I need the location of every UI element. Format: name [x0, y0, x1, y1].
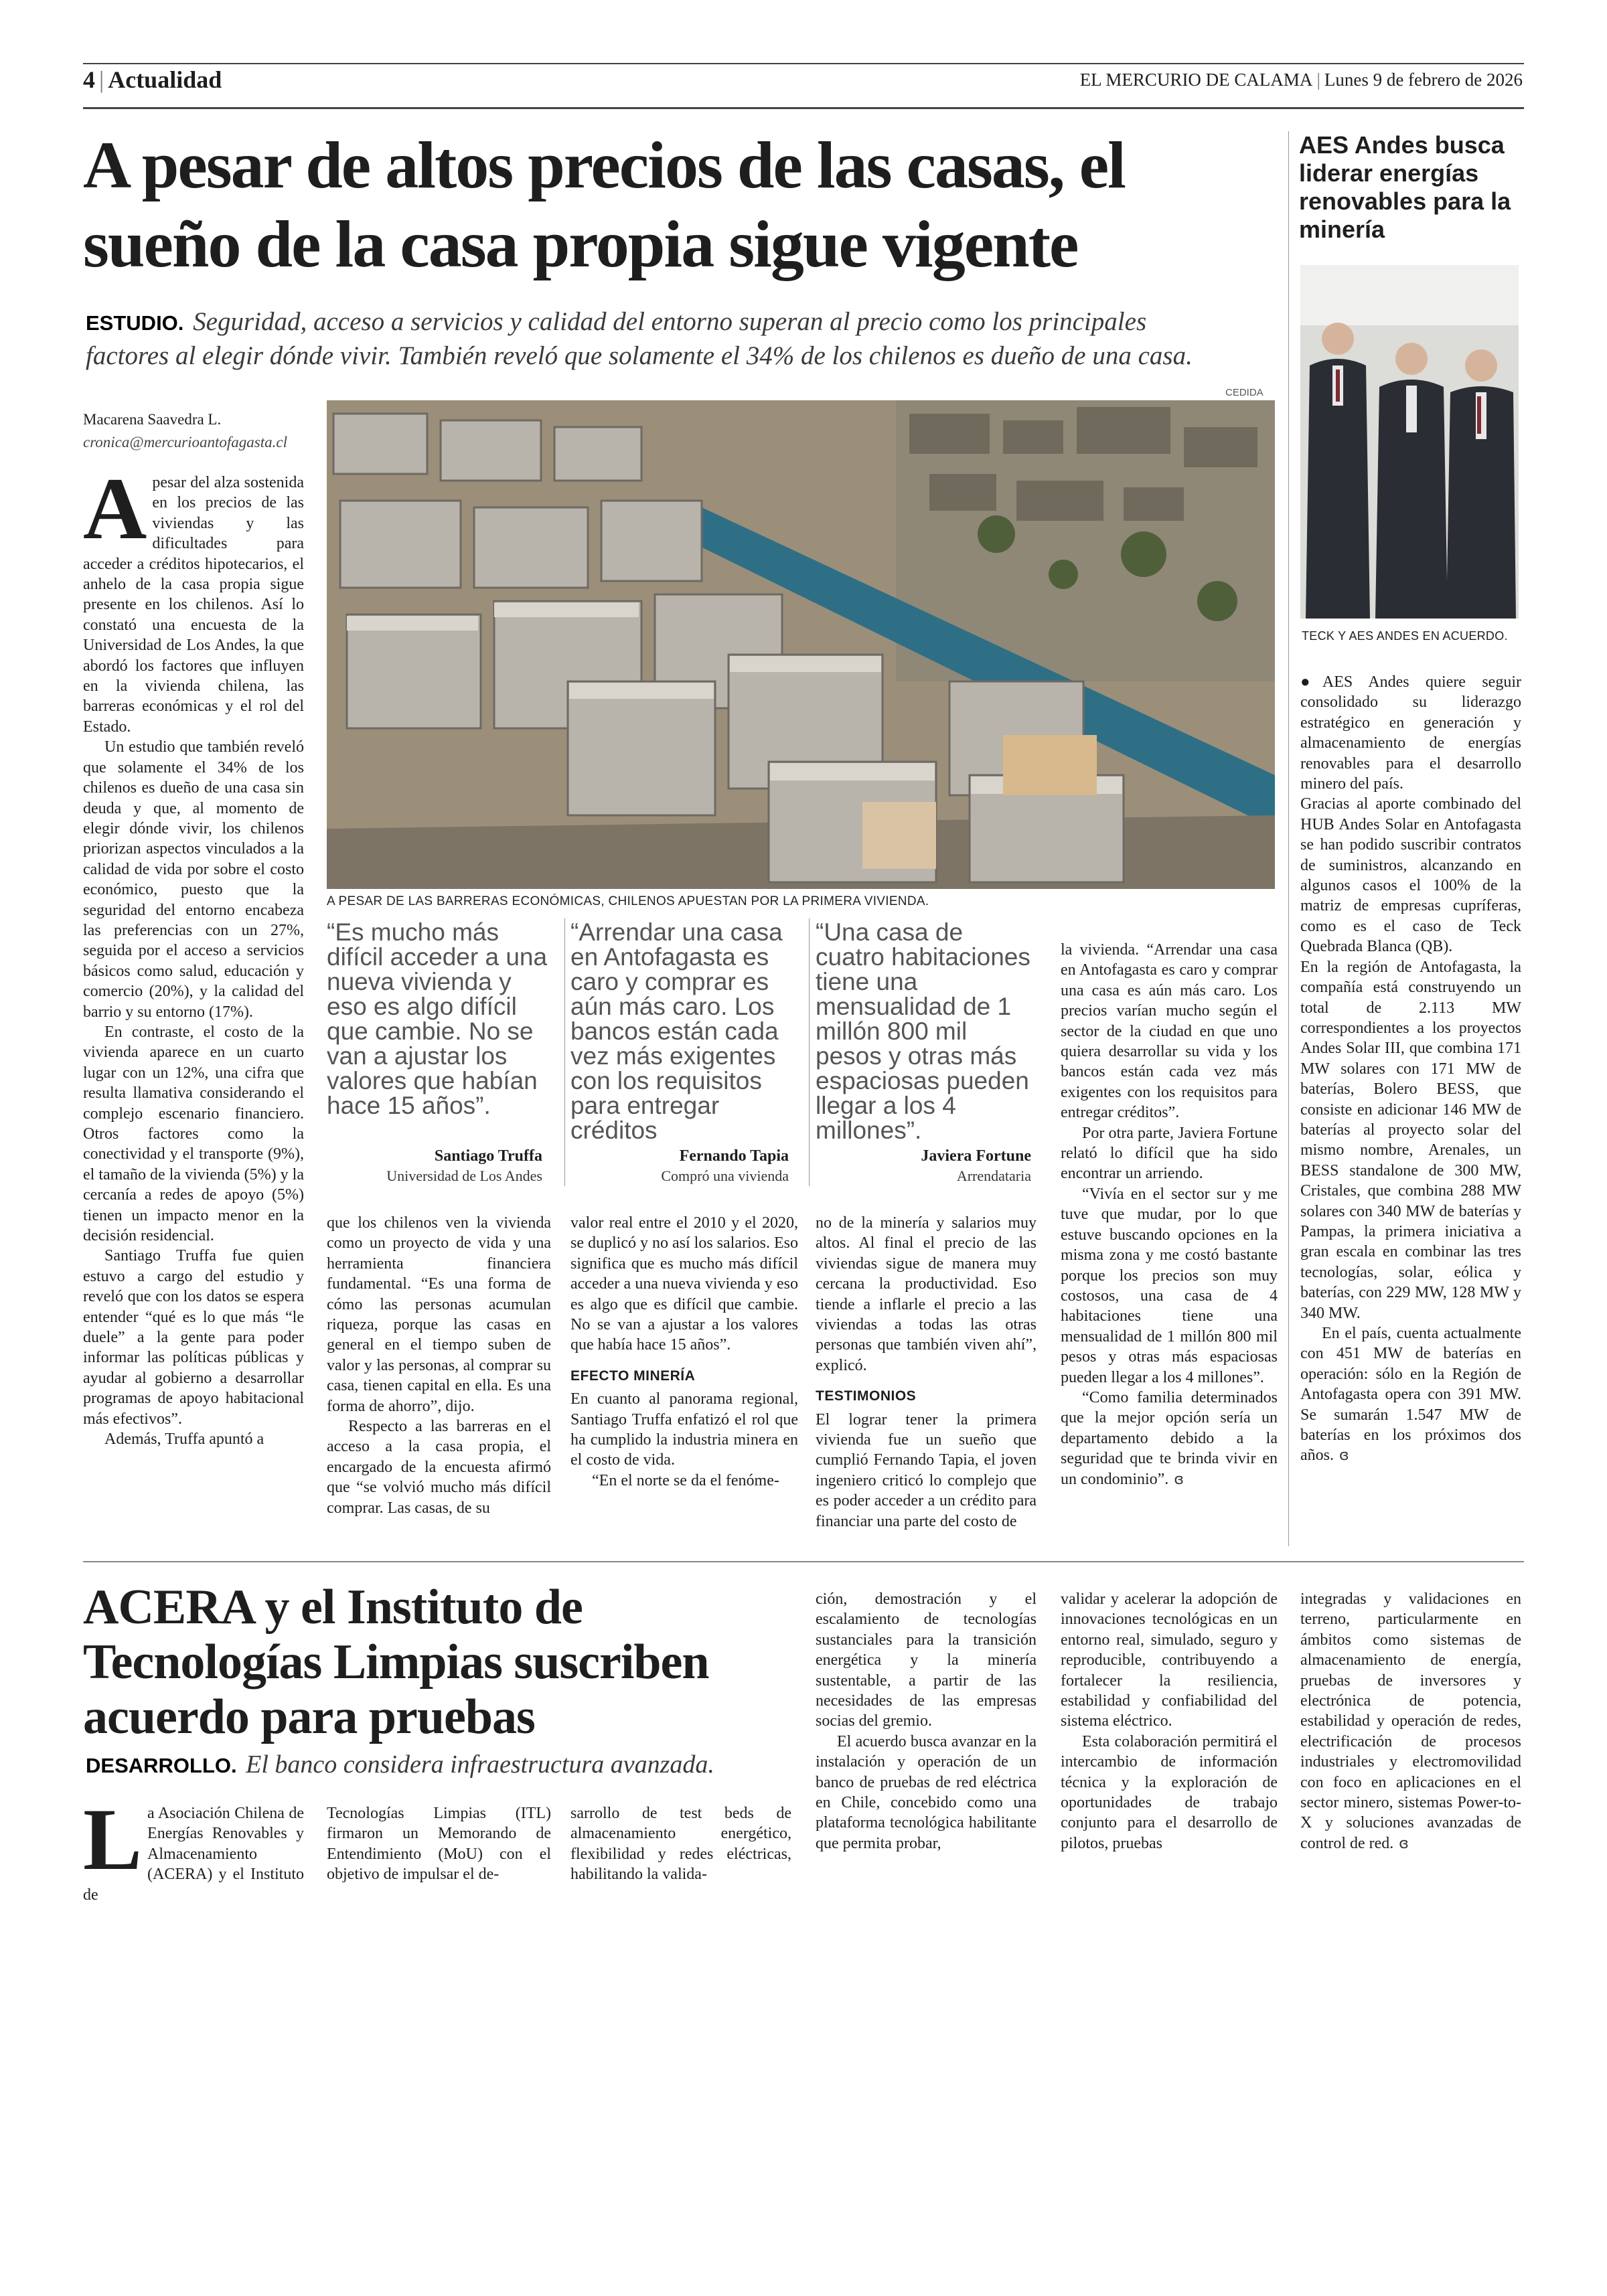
bottom-column-6: integradas y validaciones en terreno, particularmente en ámbitos como sistemas de almacenamiento de energía, pruebas de inversores y electrónica de potencia, estabilidad y operación de redes, electrificación de procesos industriales y electromovilidad con foco en aplicaciones en el sector minero, sistemas Power-to-X y soluciones avanzadas de control de red. ɞ	[1300, 1590, 1521, 1852]
header-bottom-rule	[83, 107, 1524, 109]
quote-1-name: Santiago Truffa	[434, 1147, 542, 1165]
section-name: Actualidad	[108, 66, 222, 93]
bottom-kicker: DESARROLLO.	[86, 1754, 237, 1777]
quote-3-role: Arrendataria	[956, 1167, 1031, 1184]
main-photo-caption: A PESAR DE LAS BARRERAS ECONÓMICAS, CHILENOS APUESTAN POR LA PRIMERA VIVIENDA.	[327, 894, 929, 908]
pull-quote-2: “Arrendar una casa en Antofagasta es caro y comprar es aún más caro. Los bancos están cada vez más exigentes con los requisitos para entregar créditos	[570, 918, 783, 1144]
bottom-column-3: sarrollo de test beds de almacenamiento energético, flexibilidad y redes eléctricas, habilitando la valida-	[570, 1805, 791, 1884]
main-column-5: la vivienda. “Arrendar una casa en Antofagasta es caro y comprar una casa es aún más caro. Los precios varían mucho según el sector de la ciudad en que uno quiera desarrollar su vida y los bancos están cada vez más exigentes con los requisitos para entregar créditos”. Por otra parte, Javiera Fortune relató lo difícil que ha sido encontrar un arriendo. “Vivía en el sector sur y me tuve que mudar, por lo que estuve buscando opciones en la misma zona y me costó bastante porque los precios son muy costosos, una casa de 4 habitaciones tiene una mensualidad de 1 millón 800 mil pesos y otras más espaciosas pueden llegar a los 4 millones”. “Como familia determinados que la mejor opción sería un departamento debido a la seguridad que te brinda vivir en un condominio”. ɞ	[1061, 941, 1278, 1488]
publication-date: Lunes 9 de febrero de 2026	[1324, 70, 1523, 90]
quote-2-role: Compró una vivienda	[661, 1167, 789, 1184]
quote-2-name: Fernando Tapia	[679, 1147, 789, 1165]
bullet-icon: ●	[1300, 673, 1322, 691]
main-column-2: que los chilenos ven la vivienda como un proyecto de vida y una herramienta financiera fundamental. “Es una forma de cómo las personas acumulan riqueza, porque las casas en general en el tiempo suben de valor y las personas, al comprar su casa, tienen capital en ella. Es una forma de ahorro”, dijo. Respecto a las barreras en el acceso a la casa propia, el encargado de la encuesta afirmó que “se volvió mucho más difícil comprar. Las casas, de su	[327, 1214, 551, 1517]
publication-name: EL MERCURIO DE CALAMA	[1079, 70, 1313, 90]
end-mark-icon: ɞ	[1399, 1835, 1409, 1852]
quote-1-role: Universidad de Los Andes	[386, 1167, 542, 1184]
bottom-column-1: La Asociación Chilena de Energías Renovables y Almacenamiento (ACERA) y el Instituto de	[83, 1790, 304, 1904]
author-name: Macarena Saavedra L.	[83, 411, 222, 428]
three-executives-illustration	[1300, 265, 1519, 619]
main-headline: A pesar de altos precios de las casas, el sueño de la casa propia sigue vigente	[83, 128, 1125, 281]
page-section-label: 4 | Actualidad	[83, 66, 222, 93]
sidebar-headline: AES Andes busca liderar energías renovables para la minería	[1299, 131, 1511, 243]
quote-divider	[564, 918, 565, 1186]
header-top-rule	[83, 63, 1524, 64]
subhead-testimonios: TESTIMONIOS	[816, 1388, 917, 1404]
subhead-efecto-mineria: EFECTO MINERÍA	[570, 1368, 696, 1384]
quote-3-name: Javiera Fortune	[921, 1147, 1031, 1165]
main-column-1: Apesar del alza sostenida en los precios de las viviendas y las dificultades para acceder a créditos hipotecarios, el anhelo de la casa propia sigue presente en los chilenos. Así lo constató una encuesta de la Universidad de Los Andes, la que abordó los factores que influyen en la vivienda chilena, las barreras económicas y el rol del Estado. Un estudio que también reveló que solamente el 34% de los chilenos es dueño de una casa sin deuda y que, al momento de elegir dónde vivir, los chilenos priorizan aspectos vinculados a la calidad de vida por sobre el costo económico, puesto que la seguridad del entorno encabeza las preferencias con un 27%, seguida por el acceso a servicios básicos como salud, educación y comercio (20%), y la calidad del barrio y su entorno (17%). En contraste, el costo de la vivienda aparece en un cuarto lugar con un 12%, una cifra que resulta llamativa considerando el complejo escenario financiero. Otros factores como la conectividad y el transporte (9%), el tamaño de la vivienda (5%) y la cercanía a redes de apoyo (5%) tienen un impacto menor en la decisión residencial. Santiago Truffa fue quien estuvo a cargo del estudio y reveló que con los datos se espera entender “qué es lo que más “le duele” a la gente para poder informar las políticas públicas y ayudar al gobierno a desarrollar programas de apoyo habitacional más efectivos”. Además, Truffa apuntó a	[83, 459, 304, 1449]
publication-dateline: EL MERCURIO DE CALAMA | Lunes 9 de febrero de 2026	[1079, 70, 1523, 90]
author-email: cronica@mercurioantofagasta.cl	[83, 434, 287, 450]
bottom-column-2: Tecnologías Limpias (ITL) firmaron un Memorando de Entendimiento (MoU) con el objetivo de impulsar el de-	[327, 1805, 551, 1884]
main-deck: ESTUDIO. Seguridad, acceso a servicios y calidad del entorno superan al precio como los principales factores al elegir dónde vivir. También reveló que solamente el 34% de los chilenos es dueño de una casa.	[86, 307, 1193, 370]
bottom-column-4: ción, demostración y el escalamiento de tecnologías sustanciales para la transición energética y la minería sustentable, a partir de las necesidades de las empresas socias del gremio. El acuerdo busca avanzar en la instalación y operación de un banco de pruebas de red eléctrica en Chile, concebido como una plataforma tecnológica habilitante que permita probar,	[816, 1590, 1037, 1852]
end-mark-icon: ɞ	[1174, 1471, 1184, 1488]
bottom-deck: DESARROLLO. El banco considera infraestructura avanzada.	[86, 1750, 714, 1779]
main-column-3: valor real entre el 2010 y el 2020, se duplicó y no así los salarios. Eso significa que es mucho más difícil acceder a una nueva vivienda y eso es algo que es difícil que cambie. No se van a ajustar a los valores que había hace 15 años”. EFECTO MINERÍA En cuanto al panorama regional, Santiago Truffa enfatizó el rol que ha cumplido la industria minera en el costo de vida. “En el norte se da el fenóme-	[570, 1214, 798, 1489]
page-number: 4	[83, 66, 95, 93]
main-column-4: no de la minería y salarios muy altos. Al final el precio de las viviendas sigue de manera muy cercana la productividad. Eso tiende a inflarle el precio a las viviendas a todas las otras personas que también viven ahí”, explicó. TESTIMONIOS El lograr tener la primera vivienda fue un sueño que cumplió Fernando Tapia, el joven ingeniero criticó lo complejo que es poder acceder a un crédito para financiar una parte del costo de	[816, 1214, 1037, 1530]
sidebar-divider	[1288, 131, 1289, 1546]
photo-credit: CEDIDA	[1225, 387, 1264, 398]
bottom-story-rule	[83, 1561, 1524, 1562]
main-dropcap: A	[83, 459, 147, 558]
sidebar-photo-caption: TECK Y AES ANDES EN ACUERDO.	[1302, 629, 1508, 643]
sidebar-body: ●AES Andes quiere seguir consolidado su liderazgo estratégico en generación y almacenamiento de energías renovables para el desarrollo minero del país. Gracias al aporte combinado del HUB Andes Solar en Antofagasta se han podido suscribir contratos de suministros, alcanzando en algunos casos el 100% de la matriz de empresas cupríferas, como es el caso de Teck Quebrada Blanca (QB). En la región de Antofagasta, la compañía está construyendo un total de 2.113 MW correspondientes a los proyectos Andes Solar III, que combina 171 MW solares con 171 MW de baterías, Bolero BESS, que consiste en adicionar 146 MW de baterías al proyecto solar del mismo nombre, Arenales, un BESS standalone de 300 MW, Cristales, que combina 288 MW solares con 340 MW de baterías y Pampas, la primera iniciativa a gran escala en combinar las tres tecnologías, solar, eólica y baterías, con 229 MW, 128 MW y 340 MW. En el país, cuenta actualmente con 451 MW de baterías en operación: sólo en la Región de Antofagasta opera con 391 MW. Se sumarán 1.547 MW de baterías en los próximos dos años. ɞ	[1300, 673, 1521, 1465]
main-kicker: ESTUDIO.	[86, 311, 184, 335]
pull-quote-1: “Es mucho más difícil acceder a una nueva vivienda y eso es algo difícil que cambie. No se van a ajustar los valores que habían hace 15 años”.	[327, 918, 548, 1119]
executives-photo	[1300, 265, 1519, 619]
quote-divider	[809, 918, 810, 1186]
construction-site-illustration	[327, 400, 1275, 889]
bottom-headline: ACERA y el Instituto de Tecnologías Limpias suscriben acuerdo para pruebas	[83, 1580, 709, 1744]
end-mark-icon: ɞ	[1339, 1447, 1349, 1465]
bottom-column-5: validar y acelerar la adopción de innovaciones tecnológicas en un entorno real, simulado, seguro y reproducible, contribuyendo a fortalecer la resiliencia, estabilidad y confiabilidad del sistema eléctrico. Esta colaboración permitirá el intercambio de información técnica y la exploración de oportunidades de trabajo conjunto para el desarrollo de pilotos, pruebas	[1061, 1590, 1278, 1852]
pull-quote-3: “Una casa de cuatro habitaciones tiene una mensualidad de 1 millón 800 mil pesos y otras más espaciosas pueden llegar a los 4 millones”.	[816, 918, 1030, 1144]
bottom-dropcap: L	[83, 1790, 143, 1888]
housing-construction-photo	[327, 400, 1275, 889]
byline	[83, 408, 304, 454]
